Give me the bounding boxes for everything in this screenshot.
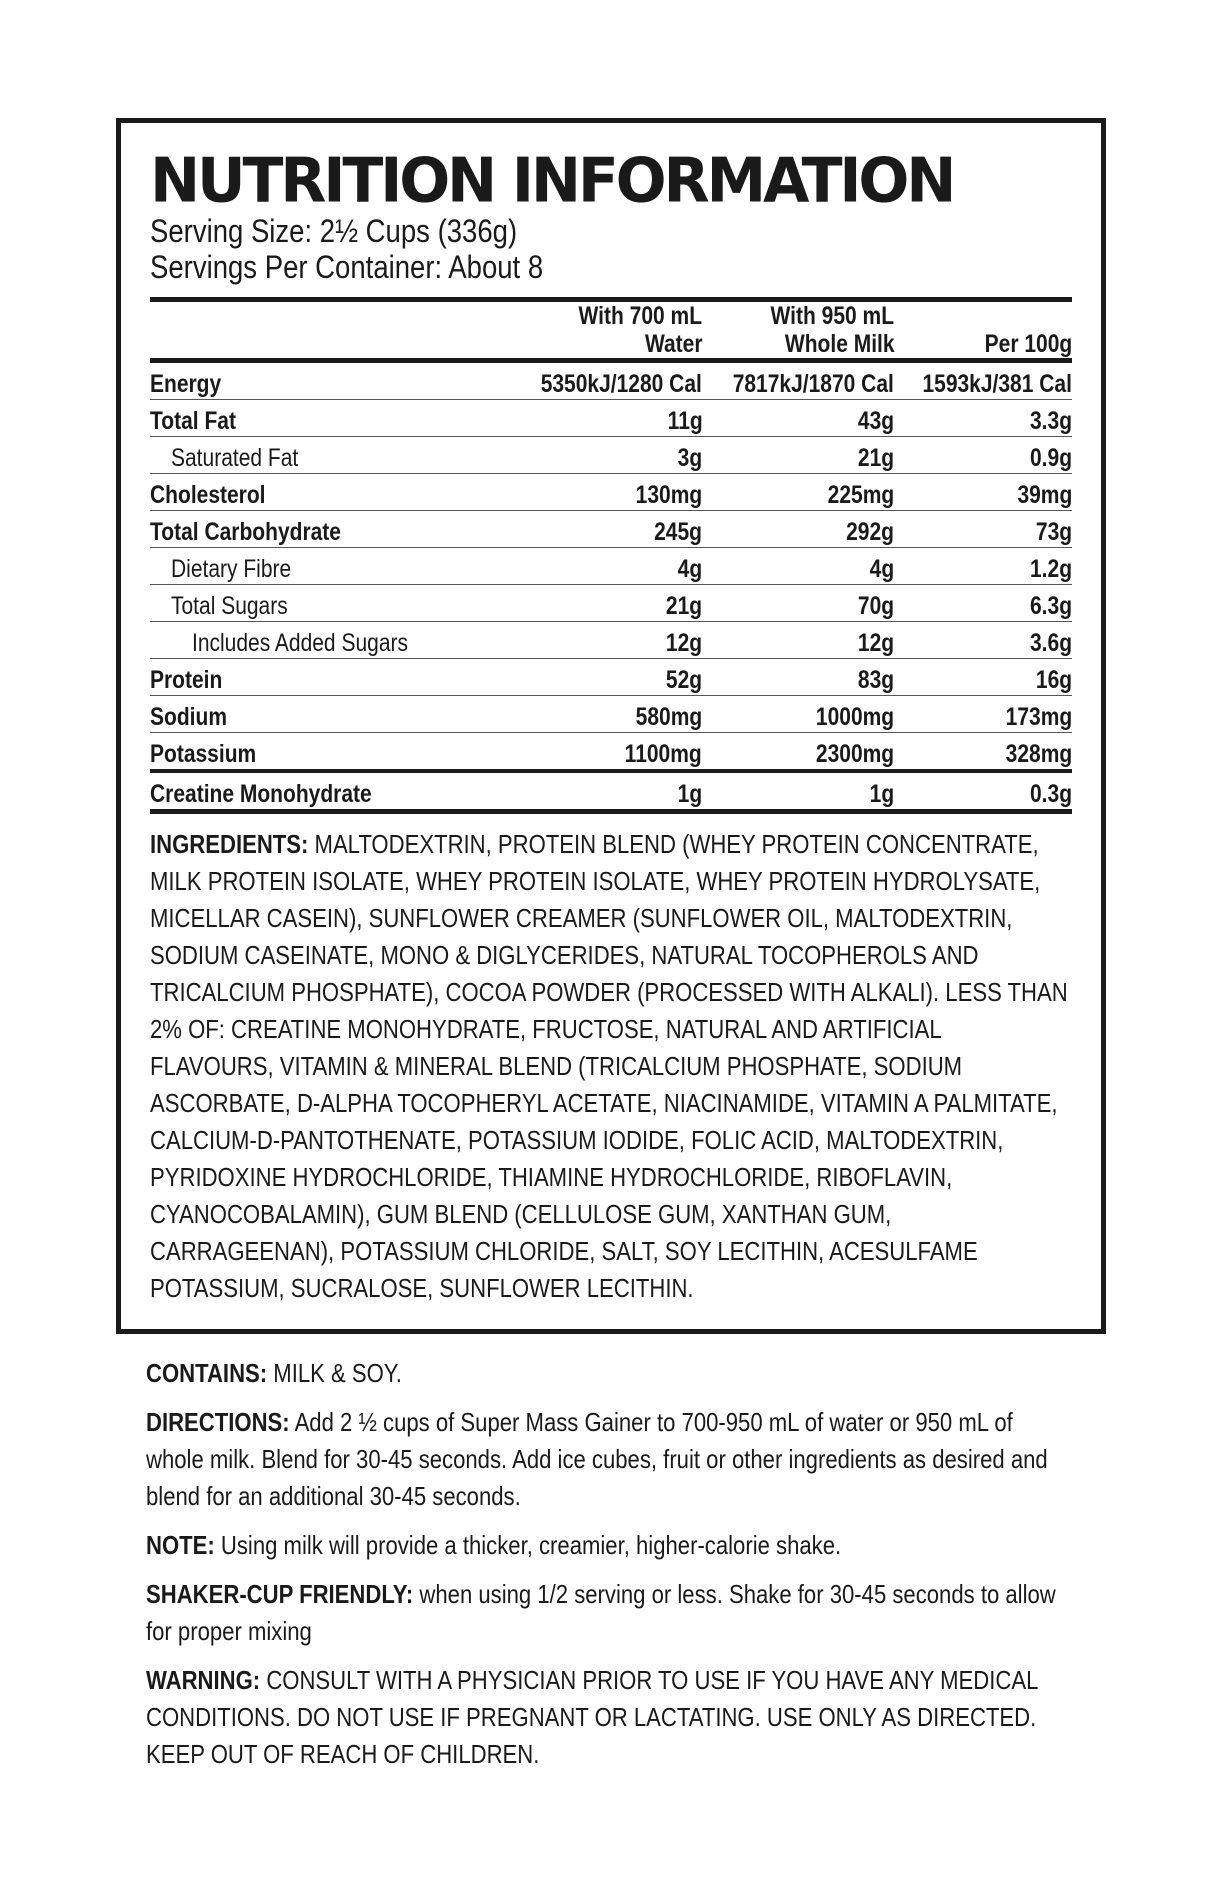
cell-value: 1g — [869, 780, 895, 808]
cell-value: 83g — [857, 666, 895, 694]
cell-value: 0.3g — [1029, 780, 1072, 808]
table-row — [150, 622, 1072, 659]
table-row — [150, 585, 1072, 622]
cell-value: 16g — [1035, 666, 1072, 694]
nutrition-panel-inner — [150, 144, 1072, 1307]
row-label-total-fat: Total Fat — [150, 407, 236, 435]
row-label-energy: Energy — [150, 370, 222, 398]
cell-value: 225mg — [827, 481, 895, 509]
cell-value: 7817kJ/1870 Cal — [732, 370, 895, 398]
cell-value: 5350kJ/1280 Cal — [541, 370, 703, 398]
contains-label: CONTAINS: — [146, 1358, 268, 1388]
nutrition-panel — [116, 118, 1106, 1334]
header-water — [510, 302, 702, 361]
cell-value: 3.6g — [1029, 629, 1072, 657]
table-row — [150, 733, 1072, 772]
table-row — [150, 474, 1072, 511]
cell-value: 39mg — [1017, 481, 1072, 509]
header-milk-line1: With 950 mL — [770, 302, 895, 330]
header-water-line2: Water — [644, 330, 703, 358]
table-row — [150, 771, 1072, 809]
table-row — [150, 400, 1072, 437]
row-label-total-carbohydrate: Total Carbohydrate — [150, 518, 341, 546]
cell-value: 52g — [666, 666, 703, 694]
cell-value: 4g — [677, 555, 703, 583]
row-label-total-sugars: Total Sugars — [171, 592, 288, 620]
cell-value: 1100mg — [625, 740, 703, 768]
table-row — [150, 548, 1072, 585]
row-label-dietary-fibre: Dietary Fibre — [171, 555, 292, 583]
shaker-cup-text: when using 1/2 serving or less. Shake for 30-45 seconds to allow for proper mixing — [146, 1579, 1056, 1646]
warning-label: WARNING: — [146, 1665, 261, 1695]
note-text: Using milk will provide a thicker, creamier, higher-calorie shake. — [214, 1530, 842, 1560]
cell-value: 4g — [869, 555, 895, 583]
contains-paragraph — [146, 1355, 1064, 1392]
row-label-saturated-fat: Saturated Fat — [171, 444, 299, 472]
directions-text: Add 2 ½ cups of Super Mass Gainer to 700-950 mL of water or 950 mL of whole milk. Blend for 30-45 seconds. Add ice cubes, fruit or other ingredients as desired and blend for an additional 30-45 seconds. — [146, 1407, 1048, 1511]
cell-value: 3g — [677, 444, 703, 472]
shaker-cup-label: SHAKER-CUP FRIENDLY: — [146, 1579, 414, 1609]
cell-value: 21g — [666, 592, 703, 620]
header-per100g — [894, 302, 1072, 361]
nutrition-table — [150, 302, 1072, 809]
table-bottom-rule — [150, 809, 1072, 814]
cell-value: 1.2g — [1029, 555, 1072, 583]
header-milk — [702, 302, 894, 361]
note-label: NOTE: — [146, 1530, 215, 1560]
table-row — [150, 696, 1072, 733]
cell-value: 21g — [857, 444, 895, 472]
warning-text: CONSULT WITH A PHYSICIAN PRIOR TO USE IF YOU HAVE ANY MEDICAL CONDITIONS. DO NOT USE IF PREGNANT OR LACTATING. USE ONLY AS DIRECTED. KEEP OUT OF REACH OF CHILDREN. — [146, 1665, 1038, 1769]
ingredients-text: MALTODEXTRIN, PROTEIN BLEND (WHEY PROTEIN CONCENTRATE, MILK PROTEIN ISOLATE, WHEY PROTEIN ISOLATE, WHEY PROTEIN HYDROLYSATE, MICELLAR CASEIN), SUNFLOWER CREAMER (SUNFLOWER OIL, MALTODEXTRIN, SODIUM CASEINATE, MONO & DIGLYCERIDES, NATURAL TOCOPHEROLS AND TRICALCIUM PHOSPHATE), COCOA POWDER (PROCESSED WITH ALKALI). LESS THAN 2% OF: CREATINE MONOHYDRATE, FRUCTOSE, NATURAL AND ARTIFICIAL FLAVOURS, VITAMIN & MINERAL BLEND (TRICALCIUM PHOSPHATE, SODIUM ASCORBATE, D-ALPHA TOCOPHERYL ACETATE, NIACINAMIDE, VITAMIN A PALMITATE, CALCIUM-D-PANTOTHENATE, POTASSIUM IODIDE, FOLIC ACID, MALTODEXTRIN, PYRIDOXINE HYDROCHLORIDE, THIAMINE HYDROCHLORIDE, RIBOFLAVIN, CYANOCOBALAMIN), GUM BLEND (CELLULOSE GUM, XANTHAN GUM, CARRAGEENAN), POTASSIUM CHLORIDE, SALT, SOY LECITHIN, ACESULFAME POTASSIUM, SUCRALOSE, SUNFLOWER LECITHIN. — [150, 829, 1068, 1303]
note-paragraph — [146, 1527, 1064, 1564]
cell-value: 130mg — [635, 481, 703, 509]
cell-value: 6.3g — [1029, 592, 1072, 620]
cell-value: 2300mg — [815, 740, 895, 768]
row-label-added-sugars: Includes Added Sugars — [192, 629, 408, 657]
table-row — [150, 361, 1072, 400]
label-notes — [146, 1355, 1066, 1785]
nutrition-table-header — [150, 302, 1072, 361]
cell-value: 3.3g — [1029, 407, 1072, 435]
cell-value: 1593kJ/381 Cal — [922, 370, 1072, 398]
header-per100g-line1: Per 100g — [984, 330, 1072, 358]
cell-value: 70g — [857, 592, 895, 620]
serving-size: Serving Size: 2½ Cups (336g) — [150, 213, 518, 249]
cell-value: 328mg — [1005, 740, 1072, 768]
row-label-potassium: Potassium — [150, 740, 257, 768]
table-row — [150, 659, 1072, 696]
cell-value: 12g — [857, 629, 895, 657]
cell-value: 43g — [857, 407, 895, 435]
header-blank — [150, 302, 510, 361]
nutrition-table-body — [150, 361, 1072, 810]
servings-per-container: Servings Per Container: About 8 — [150, 249, 544, 285]
warning-paragraph — [146, 1662, 1064, 1773]
cell-value: 12g — [666, 629, 703, 657]
table-row — [150, 437, 1072, 474]
nutrition-title: NUTRITION INFORMATION — [150, 144, 954, 218]
row-label-cholesterol: Cholesterol — [150, 481, 266, 509]
ingredients-label: INGREDIENTS: — [150, 829, 309, 859]
directions-paragraph — [146, 1404, 1064, 1515]
header-water-line1: With 700 mL — [578, 302, 703, 330]
directions-label: DIRECTIONS: — [146, 1407, 290, 1437]
cell-value: 1000mg — [815, 703, 895, 731]
row-label-creatine: Creatine Monohydrate — [150, 780, 372, 808]
table-row — [150, 511, 1072, 548]
cell-value: 1g — [677, 780, 703, 808]
cell-value: 0.9g — [1029, 444, 1072, 472]
cell-value: 580mg — [635, 703, 703, 731]
cell-value: 173mg — [1005, 703, 1072, 731]
ingredients-paragraph — [150, 826, 1068, 1307]
row-label-protein: Protein — [150, 666, 223, 694]
row-label-sodium: Sodium — [150, 703, 228, 731]
cell-value: 245g — [654, 518, 703, 546]
cell-value: 292g — [846, 518, 895, 546]
shaker-cup-paragraph — [146, 1576, 1064, 1650]
cell-value: 11g — [667, 407, 703, 435]
header-milk-line2: Whole Milk — [784, 330, 895, 358]
contains-text: MILK & SOY. — [267, 1358, 402, 1388]
cell-value: 73g — [1035, 518, 1072, 546]
